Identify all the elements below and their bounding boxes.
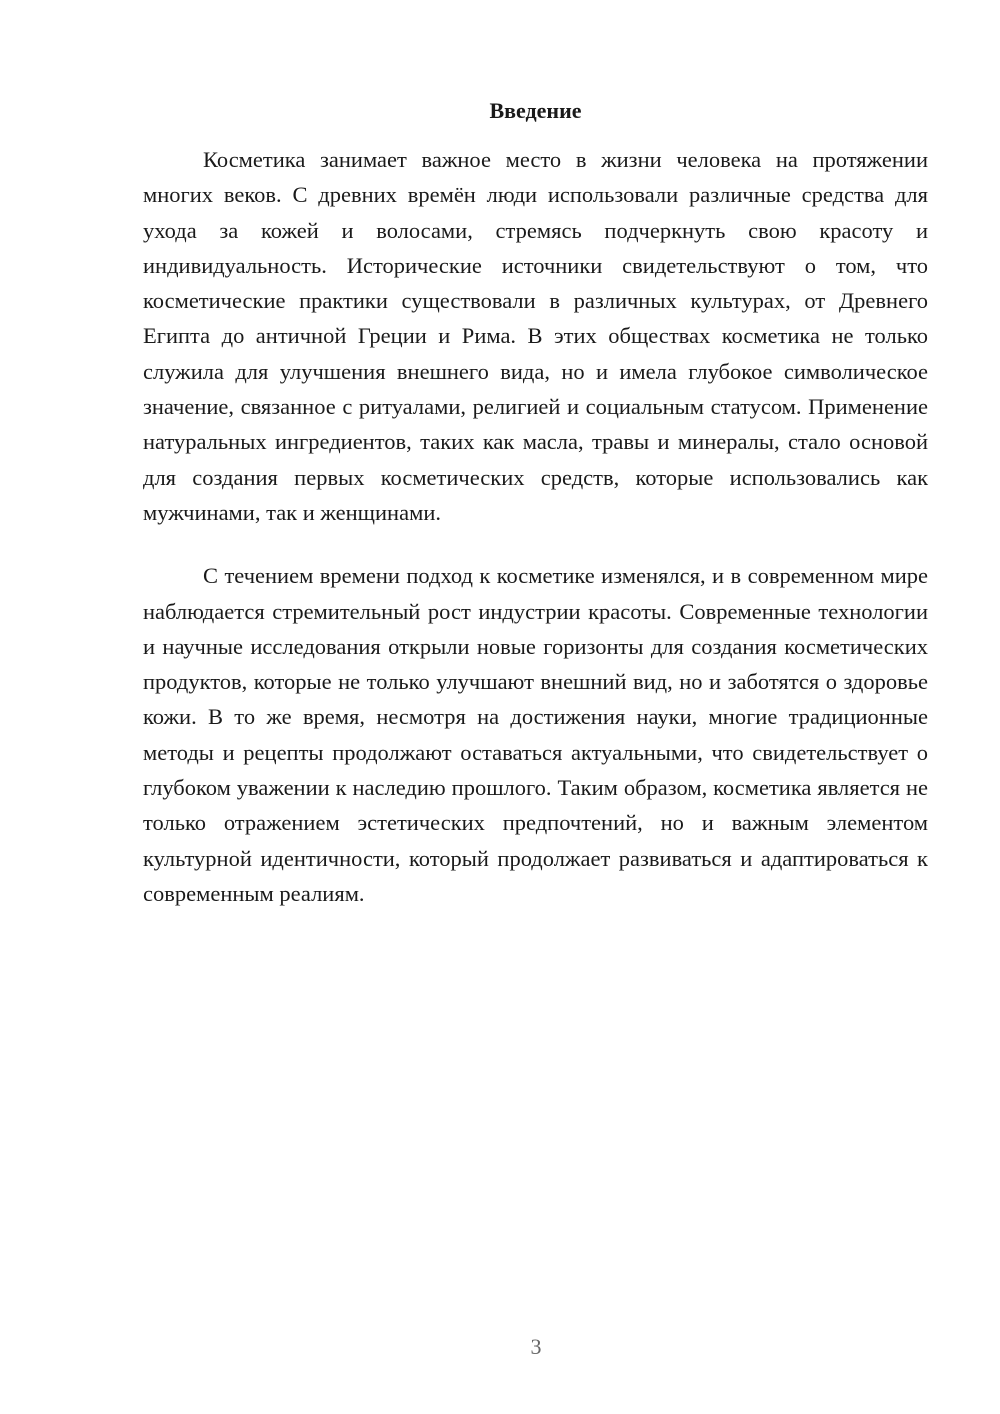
page-number: 3 (530, 1334, 542, 1359)
paragraph: Косметика занимает важное место в жизни человека на протяжении многих веков. С древних времён люди использовали различные средства для ухода за кожей и волосами, стремясь подчеркнуть свою красоту и индивидуальность. Исторические источники свидетельствуют о том, что косметические практики существовали в различных культурах, от Древнего Египта до античной Греции и Рима. В этих обществах косметика не только служила для улучшения внешнего вида, но и имела глубокое символическое значение, связанное с ритуалами, религией и социальным статусом. Применение натуральных ингредиентов, таких как масла, травы и минералы, стало основой для создания первых косметических средств, которые использовались как мужчинами, так и женщинами. (143, 147, 928, 525)
section-heading: Введение (489, 98, 582, 123)
paragraph: С течением времени подход к косметике изменялся, и в современном мире наблюдается стремительный рост индустрии красоты. Современные технологии и научные исследования открыли новые горизонты для создания косметических продуктов, которые не только улучшают внешний вид, но и заботятся о здоровье кожи. В то же время, несмотря на достижения науки, многие традиционные методы и рецепты продолжают оставаться актуальными, что свидетельствует о глубоком уважении к наследию прошлого. Таким образом, косметика является не только отражением эстетических предпочтений, но и важным элементом культурной идентичности, который продолжает развиваться и адаптироваться к современным реалиям. (143, 563, 928, 906)
body-text (143, 142, 928, 911)
